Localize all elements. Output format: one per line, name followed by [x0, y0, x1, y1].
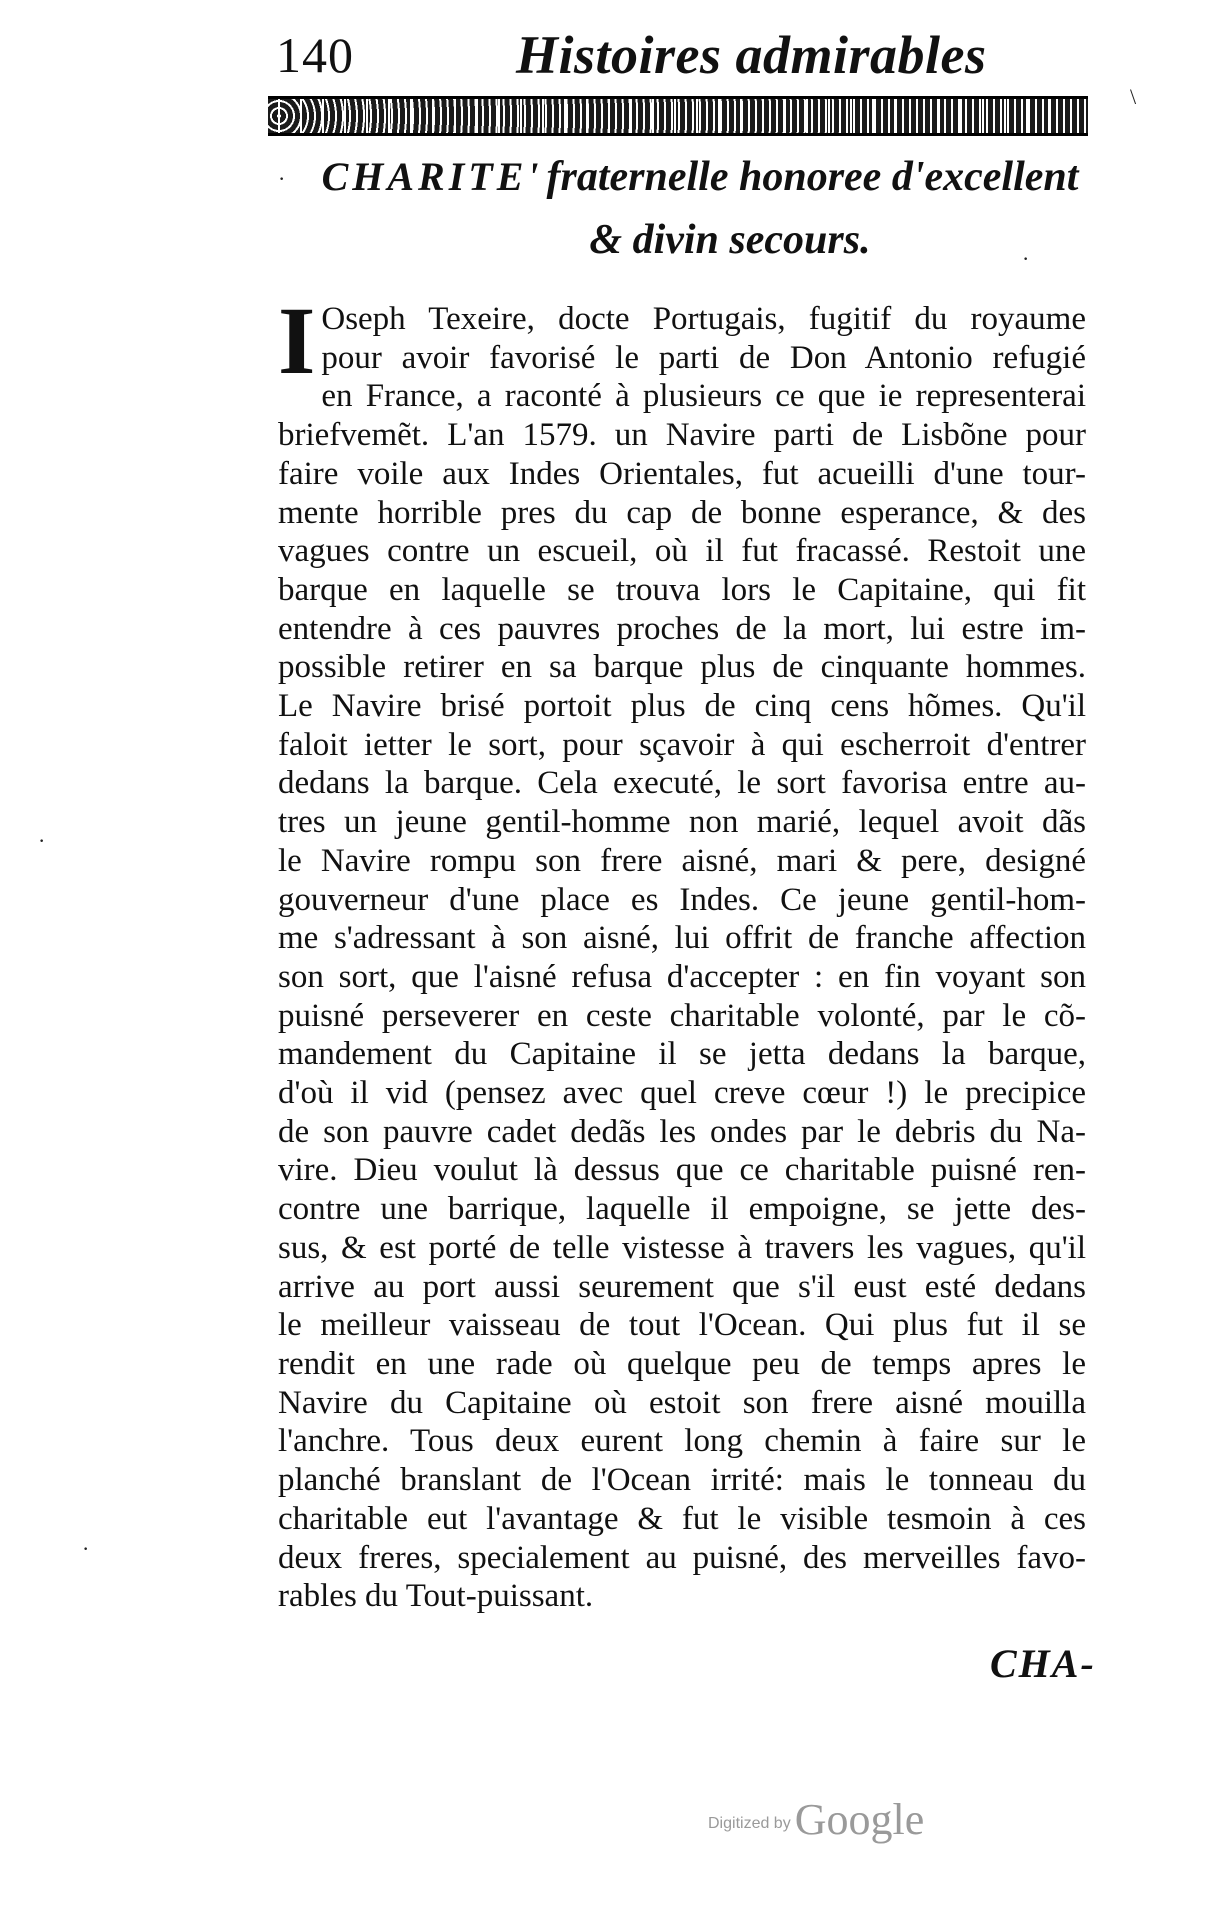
text-lines [278, 287, 1086, 1616]
text-line: vire. Dieu voulut là dessus que ce charitable puisné ren- [278, 1152, 1086, 1189]
text-line: entendre à ces pauvres proches de la mort, lui estre im- [278, 610, 1086, 647]
digitization-watermark [708, 1794, 924, 1845]
text-line: de son pauvre cadet dedãs les ondes par le debris du Na- [278, 1113, 1086, 1150]
text-line: faire voile aux Indes Orientales, fut acueilli d'une tour- [278, 455, 1086, 492]
page-number: 140 [276, 27, 354, 83]
margin-mark: · [82, 1536, 90, 1561]
margin-mark: · [38, 828, 46, 853]
watermark-prefix: Digitized by [708, 1815, 791, 1832]
drop-cap: I [278, 287, 316, 394]
text-line: son sort, que l'aisné refusa d'accepter : en fin voyant son [278, 958, 1086, 995]
text-line: l'anchre. Tous deux eurent long chemin à faire sur le [278, 1423, 1086, 1460]
text-line: me s'adressant à son aisné, lui offrit de franche affection [278, 920, 1086, 957]
margin-mark: · [278, 166, 286, 191]
text-line: le Navire rompu son frere aisné, mari & pere, designé [278, 842, 1086, 879]
text-line: en France, a raconté à plusieurs ce que ie representerai [321, 378, 1086, 415]
text-line: vagues contre un escueil, où il fut fracassé. Restoit une [278, 533, 1086, 570]
text-line: mandement du Capitaine il se jetta dedans la barque, [278, 1036, 1086, 1073]
text-line: puisné perseverer en ceste charitable volonté, par le cõ- [278, 997, 1086, 1034]
text-line: faloit ietter le sort, pour sçavoir à qui escherroit d'entrer [278, 726, 1086, 763]
text-line: le meilleur vaisseau de tout l'Ocean. Qui plus fut il se [278, 1307, 1086, 1344]
body-text [278, 287, 1086, 1616]
text-line: mente horrible pres du cap de bonne esperance, & des [278, 494, 1086, 531]
text-line: pour avoir favorisé le parti de Don Antonio refugié [321, 339, 1086, 376]
text-line: Le Navire brisé portoit plus de cinq cens hõmes. Qu'il [278, 688, 1086, 725]
text-line: planché branslant de l'Ocean irrité: mais le tonneau du [278, 1462, 1086, 1499]
catchword: CHA- [990, 1641, 1096, 1686]
text-line: rendit en une rade où quelque peu de temps apres le [278, 1345, 1086, 1382]
watermark-logo: Google [794, 1795, 925, 1844]
text-line: deux freres, specialement au puisné, des merveilles favo- [278, 1539, 1086, 1576]
text-line: briefvemẽt. L'an 1579. un Navire parti de Lisbõne pour [278, 417, 1086, 454]
chapter-heading-rest: fraternelle honoree d'excellent [546, 154, 1079, 200]
text-line: tres un jeune gentil-homme non marié, lequel avoit dãs [278, 804, 1086, 841]
chapter-heading-line2: & divin secours. [589, 217, 871, 263]
chapter-heading [300, 150, 1100, 267]
running-title: Histoires admirables [516, 25, 987, 85]
text-line: barque en laquelle se trouva lors le Capitaine, qui fit [278, 571, 1086, 608]
text-line: d'où il vid (pensez avec quel creve cœur !) le precipice [278, 1075, 1086, 1112]
chapter-heading-caps: CHARITE' [321, 154, 543, 199]
text-line: Oseph Texeire, docte Portugais, fugitif du royaume [321, 301, 1086, 337]
margin-mark: · [1022, 246, 1030, 271]
text-line: gouverneur d'une place es Indes. Ce jeune gentil-hom- [278, 881, 1086, 918]
text-line: Navire du Capitaine où estoit son frere aisné mouilla [278, 1384, 1086, 1421]
margin-mark: \ [1130, 84, 1137, 109]
ornament-band [268, 96, 1088, 136]
text-line: charitable eut l'avantage & fut le visible tesmoin à ces [278, 1500, 1086, 1537]
text-line: possible retirer en sa barque plus de cinquante hommes. [278, 649, 1086, 686]
text-line: dedans la barque. Cela executé, le sort favorisa entre au- [278, 765, 1086, 802]
text-line: contre une barrique, laquelle il empoigne, se jette des- [278, 1191, 1086, 1228]
text-line: sus, & est porté de telle vistesse à travers les vagues, qu'il [278, 1229, 1086, 1266]
page-header [276, 18, 1086, 88]
text-line: rables du Tout-puissant. [278, 1578, 594, 1615]
text-line: arrive au port aussi seurement que s'il eust esté dedans [278, 1268, 1086, 1305]
